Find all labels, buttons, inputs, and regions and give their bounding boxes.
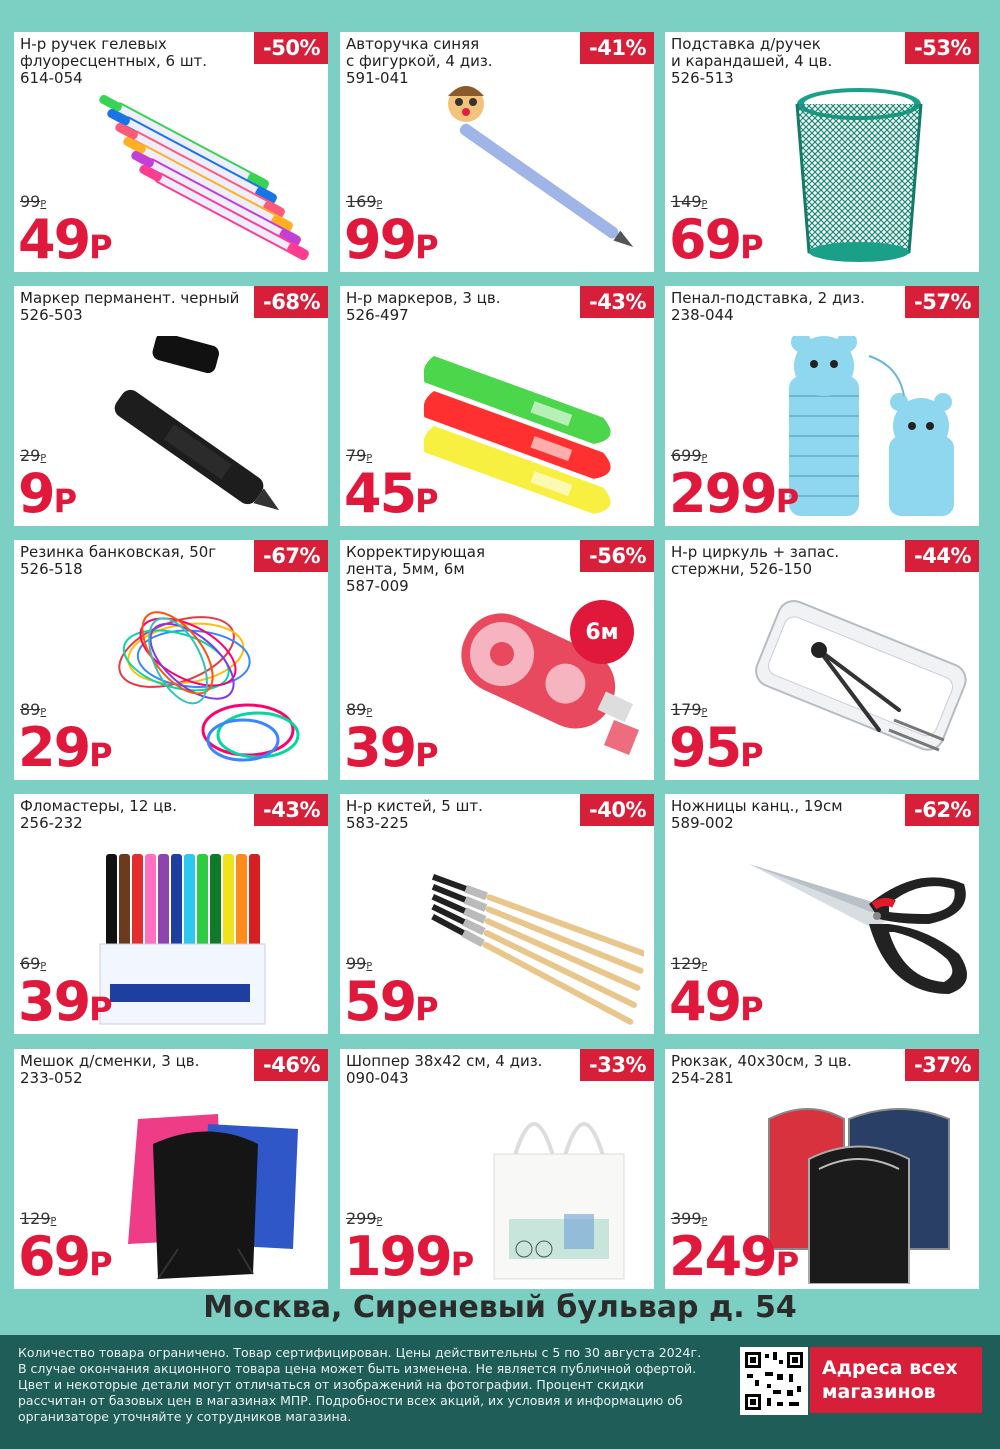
currency-symbol: Р	[40, 199, 47, 210]
old-price-value: 299	[346, 1209, 377, 1228]
product-code: 254-281	[671, 1069, 734, 1087]
currency-symbol: Р	[740, 990, 764, 1028]
product-name: Рюкзак, 40x30см, 3 цв.	[671, 1052, 852, 1070]
currency-symbol: Р	[415, 228, 439, 266]
currency-symbol: Р	[40, 453, 47, 464]
currency-symbol: Р	[701, 1216, 708, 1227]
product-title	[346, 1053, 566, 1087]
product-name: Н-р ручек гелевых флуоресцентных, 6 шт.	[20, 35, 208, 70]
discount-badge: -43%	[254, 794, 328, 826]
product-title	[20, 1053, 240, 1087]
product-name: Н-р циркуль + запас. стержни, 526-150	[671, 543, 840, 578]
product-name: Ножницы канц., 19см	[671, 797, 843, 815]
product-code: 526-518	[20, 560, 83, 578]
old-price-value: 149	[671, 192, 702, 211]
product-name: Корректирующая лента, 5мм, 6м	[346, 543, 486, 578]
product-code: 526-503	[20, 306, 83, 324]
product-card[interactable]	[340, 540, 654, 780]
sale-price-value: 39	[344, 716, 416, 779]
product-card[interactable]	[14, 286, 328, 526]
discount-badge: -37%	[905, 1049, 979, 1081]
product-title	[671, 544, 891, 578]
currency-symbol: Р	[89, 990, 113, 1028]
sale-price-value: 45	[344, 462, 416, 525]
old-price-value: 89	[20, 700, 41, 719]
sale-price-value: 99	[344, 208, 416, 271]
product-title	[346, 798, 566, 832]
discount-badge: -62%	[905, 794, 979, 826]
qr-code-icon[interactable]	[740, 1347, 808, 1415]
currency-symbol: Р	[376, 199, 383, 210]
product-name: Резинка банковская, 50г	[20, 543, 217, 561]
currency-symbol: Р	[701, 707, 708, 718]
sale-price-value: 49	[669, 970, 741, 1033]
currency-symbol: Р	[53, 482, 78, 520]
currency-symbol: Р	[89, 228, 113, 266]
currency-symbol: Р	[89, 1245, 113, 1283]
sale-price	[344, 464, 439, 526]
currency-symbol: Р	[415, 482, 439, 520]
product-title	[20, 798, 240, 832]
product-code: 233-052	[20, 1069, 83, 1087]
product-title	[671, 798, 891, 832]
old-price-value: 89	[346, 700, 367, 719]
product-name: Маркер перманент. черный	[20, 289, 240, 307]
product-title	[20, 36, 240, 87]
currency-symbol: Р	[775, 482, 800, 520]
sale-price-value: 249	[669, 1225, 776, 1288]
old-price-value: 99	[20, 192, 41, 211]
currency-symbol: Р	[366, 453, 373, 464]
sale-price	[669, 972, 764, 1034]
footer	[0, 1335, 1000, 1449]
sale-price	[669, 718, 764, 780]
product-card[interactable]	[340, 32, 654, 272]
product-title	[20, 544, 240, 578]
sale-price-value: 69	[18, 1225, 90, 1288]
sale-price-value: 29	[18, 716, 90, 779]
product-name: Подставка д/ручек и карандашей, 4 цв.	[671, 35, 833, 70]
product-card[interactable]	[340, 794, 654, 1034]
product-code: 614-054	[20, 69, 83, 87]
old-price-value: 699	[671, 446, 702, 465]
sale-price	[18, 1227, 113, 1289]
old-price-value: 29	[20, 446, 41, 465]
sale-price	[669, 464, 799, 526]
product-card[interactable]	[14, 540, 328, 780]
product-code: 256-232	[20, 814, 83, 832]
product-card[interactable]	[14, 1049, 328, 1289]
product-name: Шоппер 38x42 см, 4 диз.	[346, 1052, 543, 1070]
product-title	[20, 290, 240, 324]
product-code: 583-225	[346, 814, 409, 832]
product-title	[346, 290, 566, 324]
product-card[interactable]	[340, 286, 654, 526]
discount-badge: -41%	[580, 32, 654, 64]
currency-symbol: Р	[50, 1216, 57, 1227]
discount-badge: -33%	[580, 1049, 654, 1081]
currency-symbol: Р	[415, 736, 439, 774]
product-code: 526-497	[346, 306, 409, 324]
product-title	[671, 1053, 891, 1087]
old-price-value: 399	[671, 1209, 702, 1228]
currency-symbol: Р	[40, 707, 47, 718]
disclaimer-text: Количество товара ограничено. Товар сертифицирован. Цены действительны с 5 по 30 августа 2024г. В случае окончания акционного товара цена может быть изменена. Не является публичной офертой. Цвет и некоторые детали могут отличаться от изображений на фотографии. Процент скидки рассчитан от базовых цен в магазинах МПР. Подробности всех акций, их условия и информацию об организаторе уточняйте у сотрудников магазина.	[18, 1345, 702, 1424]
product-card[interactable]	[14, 794, 328, 1034]
product-card[interactable]	[665, 286, 979, 526]
sale-price-value: 95	[669, 716, 741, 779]
discount-badge: -53%	[905, 32, 979, 64]
discount-badge: -40%	[580, 794, 654, 826]
old-price-value: 99	[346, 954, 367, 973]
rubber-bands-icon	[98, 590, 318, 775]
currency-symbol: Р	[775, 1245, 800, 1283]
sale-price	[18, 972, 113, 1034]
product-title	[671, 290, 891, 324]
sale-price	[344, 210, 439, 272]
discount-badge: -43%	[580, 286, 654, 318]
discount-badge: -57%	[905, 286, 979, 318]
sale-price-value: 49	[18, 208, 90, 271]
discount-badge: -56%	[580, 540, 654, 572]
sale-price	[344, 1227, 474, 1289]
sale-price-value: 39	[18, 970, 90, 1033]
old-price-value: 129	[671, 954, 702, 973]
mesh-pen-holder-icon	[749, 82, 969, 267]
old-price-value: 129	[20, 1209, 51, 1228]
product-card[interactable]	[665, 32, 979, 272]
product-name: Н-р маркеров, 3 цв.	[346, 289, 501, 307]
currency-symbol: Р	[89, 736, 113, 774]
scissors-icon	[749, 844, 969, 1029]
product-card[interactable]	[665, 540, 979, 780]
product-name: Фломастеры, 12 цв.	[20, 797, 177, 815]
product-code: 526-513	[671, 69, 734, 87]
sale-price	[669, 210, 764, 272]
sale-price	[344, 718, 439, 780]
felt-pens-icon	[98, 844, 318, 1029]
currency-symbol: Р	[376, 1216, 383, 1227]
currency-symbol: Р	[415, 990, 439, 1028]
tape-length-badge: 6м	[570, 600, 634, 664]
product-code: 238-044	[671, 306, 734, 324]
product-name: Н-р кистей, 5 шт.	[346, 797, 483, 815]
gel-pens-icon	[98, 82, 318, 267]
sale-price	[344, 972, 439, 1034]
store-addresses-button[interactable]: Адреса всех магазинов	[810, 1347, 982, 1413]
black-marker-icon	[98, 336, 318, 521]
discount-badge: -46%	[254, 1049, 328, 1081]
sale-price-value: 199	[344, 1225, 451, 1288]
product-code: 591-041	[346, 69, 409, 87]
brushes-icon	[424, 844, 644, 1029]
product-title	[346, 36, 566, 87]
currency-symbol: Р	[450, 1245, 475, 1283]
sale-price	[18, 464, 77, 526]
product-card[interactable]	[14, 32, 328, 272]
sale-price-value: 59	[344, 970, 416, 1033]
old-price-value: 169	[346, 192, 377, 211]
product-title	[671, 36, 891, 87]
discount-badge: -68%	[254, 286, 328, 318]
discount-badge: -44%	[905, 540, 979, 572]
product-card[interactable]	[665, 794, 979, 1034]
discount-badge: -67%	[254, 540, 328, 572]
currency-symbol: Р	[701, 453, 708, 464]
sale-price-value: 69	[669, 208, 741, 271]
drawstring-bags-icon	[98, 1099, 318, 1284]
currency-symbol: Р	[701, 199, 708, 210]
currency-symbol: Р	[740, 736, 764, 774]
old-price-value: 79	[346, 446, 367, 465]
product-title	[346, 544, 566, 595]
sale-price	[18, 210, 113, 272]
compass-set-icon	[749, 590, 969, 775]
sale-price	[669, 1227, 799, 1289]
product-card[interactable]	[340, 1049, 654, 1289]
currency-symbol: Р	[366, 961, 373, 972]
product-name: Авторучка синяя с фигуркой, 4 диз.	[346, 35, 493, 70]
currency-symbol: Р	[40, 961, 47, 972]
product-name: Мешок д/сменки, 3 цв.	[20, 1052, 200, 1070]
old-price-value: 179	[671, 700, 702, 719]
currency-symbol: Р	[740, 228, 764, 266]
product-code: 587-009	[346, 577, 409, 595]
product-card[interactable]	[665, 1049, 979, 1289]
discount-badge: -50%	[254, 32, 328, 64]
product-code: 090-043	[346, 1069, 409, 1087]
sale-price-value: 299	[669, 462, 776, 525]
currency-symbol: Р	[701, 961, 708, 972]
product-name: Пенал-подставка, 2 диз.	[671, 289, 865, 307]
pen-with-figure-icon	[424, 82, 644, 267]
sale-price	[18, 718, 113, 780]
highlighters-icon	[424, 336, 644, 521]
sale-price-value: 9	[18, 462, 54, 525]
store-address: Москва, Сиреневый бульвар д. 54	[203, 1290, 797, 1325]
old-price-value: 69	[20, 954, 41, 973]
currency-symbol: Р	[366, 707, 373, 718]
product-code: 589-002	[671, 814, 734, 832]
